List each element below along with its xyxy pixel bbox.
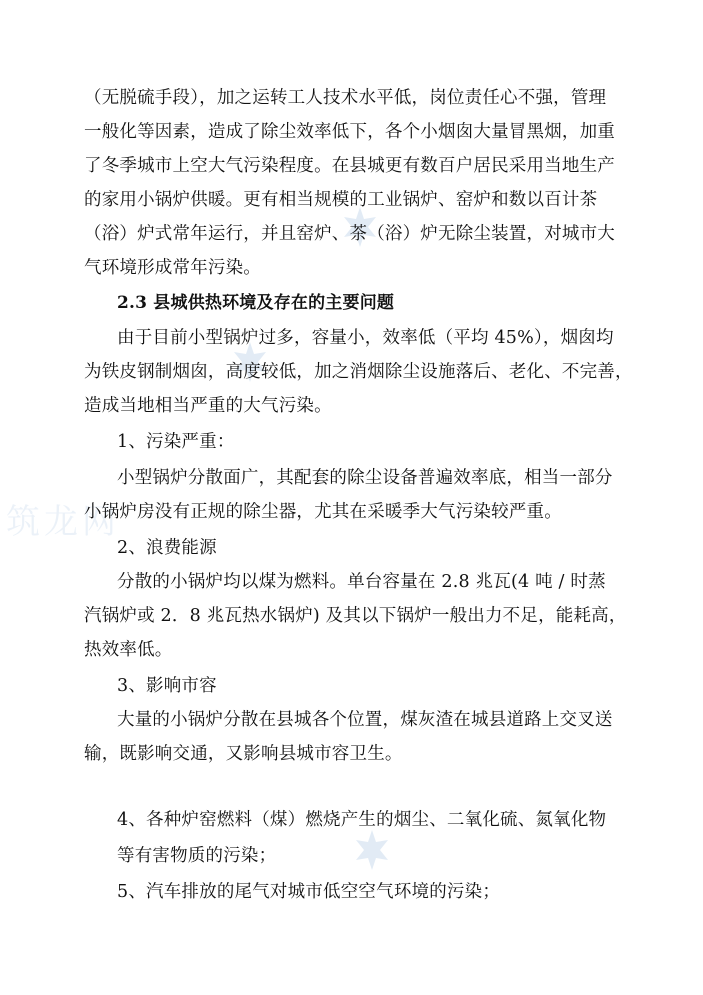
text-line: 的家用小锅炉供暖。更有相当规模的工业锅炉、窑炉和数以百计茶: [84, 190, 598, 210]
text-line: 汽锅炉或 2．8 兆瓦热水锅炉) 及其以下锅炉一般出力不足，能耗高，: [84, 606, 627, 626]
text-line: 5、汽车排放的尾气对城市低空空气环境的污染；: [117, 882, 501, 902]
text-line: 输，既影响交通，又影响县城市容卫生。: [84, 744, 403, 764]
text-line: 分散的小锅炉均以煤为燃料。单台容量在 2.8 兆瓦(4 吨 / 时蒸: [117, 572, 606, 592]
watermark-text: 筑龙网: [6, 502, 120, 542]
text-line: 热效率低。: [84, 640, 173, 660]
text-line: 造成当地相当严重的大气污染。: [84, 396, 332, 416]
text-line: 等有害物质的污染；: [117, 846, 277, 866]
text-line: 了冬季城市上空大气污染程度。在县城更有数百户居民采用当地生产: [84, 156, 615, 176]
subheading: 3、影响市容: [117, 676, 217, 696]
text-line: （浴）炉式常年运行，并且窑炉、茶（浴）炉无除尘装置，对城市大: [84, 224, 615, 244]
watermark-logo-icon: [350, 828, 394, 872]
text-line: 小型锅炉分散面广，其配套的除尘设备普遍效率底，相当一部分: [117, 468, 613, 488]
text-line: 由于目前小型锅炉过多，容量小，效率低（平均 45%），烟囱均: [117, 328, 614, 348]
section-heading: 2.3 县城供热环境及存在的主要问题: [117, 293, 395, 313]
text-line: （无脱硫手段），加之运转工人技术水平低，岗位责任心不强，管理: [84, 88, 607, 108]
text-line: 大量的小锅炉分散在县城各个位置，煤灰渣在城县道路上交叉送: [117, 710, 613, 730]
subheading: 1、污染严重：: [117, 432, 235, 452]
text-line: 小锅炉房没有正规的除尘器，尤其在采暖季大气污染较严重。: [84, 502, 562, 522]
text-line: 一般化等因素，造成了除尘效率低下，各个小烟囱大量冒黑烟，加重: [84, 122, 615, 142]
subheading: 2、浪费能源: [117, 538, 217, 558]
text-line: 4、各种炉窑燃料（煤）燃烧产生的烟尘、二氧化硫、氮氧化物: [117, 810, 607, 830]
text-line: 气环境形成常年污染。: [84, 258, 261, 278]
text-line: 为铁皮钢制烟囱，高度较低，加之消烟除尘设施落后、老化、不完善，: [84, 362, 633, 382]
